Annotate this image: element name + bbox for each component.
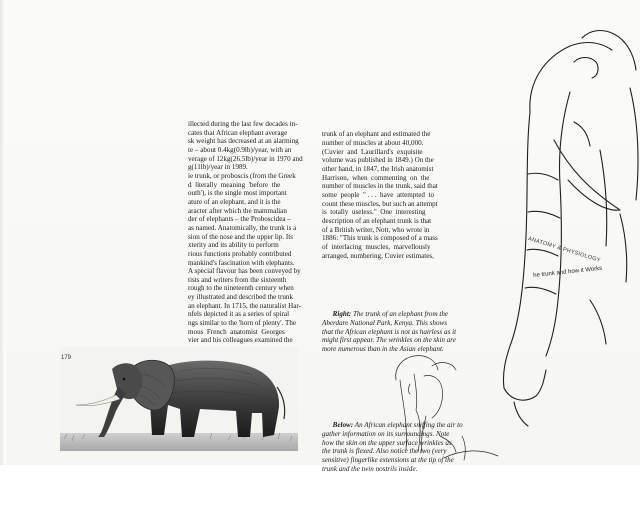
left-column-line: ature of an elephant, and it is the (188, 197, 281, 206)
caption-line: An African elephant sniffing the air to (353, 421, 463, 430)
right-column-line: (Cuvier and Laurillard's exquisite (322, 147, 423, 156)
right-column-line: trunk of an elephant and estimated the (322, 130, 431, 139)
left-column-line: tists and writers from the sixteenth (188, 275, 287, 284)
elephant-photo-image (60, 347, 298, 451)
right-column-line: number of muscles at about 40,000. (322, 138, 424, 147)
left-column-line: cates that African elephant average (188, 128, 288, 137)
right-column-line: of a British writer, Nott, who wrote in (322, 225, 430, 234)
left-column-line: rious functions probably contributed (188, 249, 292, 258)
right-column-line: other hand, in 1847, the Irish anatomist (322, 164, 434, 173)
left-column-line: mous French anatomist Georges (188, 327, 285, 336)
left-column-line: aracter after which the mammalian (188, 206, 287, 215)
caption-line: how the skin on the upper surface wrinkles as (322, 438, 452, 447)
page-edge-shadow (0, 0, 6, 465)
right-column-line: of interlacing muscles, marvellously (322, 242, 431, 251)
right-column-line: some people " . . . have attempted to (322, 190, 435, 199)
sketch-label-trunk: he trunk and how it Works (533, 265, 603, 279)
left-column-line: der of elephants – the Proboscidea – (188, 215, 291, 224)
left-column-line: sion of the nose and the upper lip. Its (188, 232, 294, 241)
right-column-line: number of muscles in the trunk, said that (322, 182, 438, 191)
right-column-line: arranged, numbering, Cuvier estimates, (322, 251, 434, 260)
photo-marker: 179 (61, 355, 72, 361)
left-column-line: A special flavour has been conveyed by (188, 267, 301, 276)
left-column-line: g(11lb)/year in 1989. (188, 163, 248, 172)
pencil-sketch-large-trunk (470, 0, 640, 465)
left-column-line: outh'), is the single most important (188, 189, 287, 198)
right-column-line: is totally useless." One interesting (322, 208, 426, 217)
caption-below-lead: Below: (332, 421, 354, 430)
caption-line: trunk and the twin nostrils inside. (322, 464, 418, 473)
left-column-line: vier and his colleagues examined the (188, 336, 293, 345)
left-column-line: te – about 0.4kg(0.9lb)/year, with an (188, 145, 292, 154)
left-column-line: nfels depicted it as a series of spiral (188, 310, 290, 319)
left-column-line: xterity and its ability to perform (188, 241, 279, 250)
left-column-line: ey illustrated and described the trunk (188, 293, 293, 302)
right-column-line: Harrison, when commenting on the (322, 173, 430, 182)
left-column-line: an elephant. In 1715, the naturalist Har- (188, 301, 301, 310)
left-column-line: mankind's fascination with elephants. (188, 258, 295, 267)
right-column-line: 1886: "This trunk is composed of a mass (322, 234, 438, 243)
left-column-line: as named. Anatomically, the trunk is a (188, 223, 297, 232)
right-column-line: volume was published in 1849.) On the (322, 156, 434, 165)
right-column-line: count these muscles, but such an attempt (322, 199, 438, 208)
caption-line: sensitive) fingerlike extensions at the tip of the (322, 455, 454, 464)
right-column-body (322, 130, 456, 260)
caption-line: gather information on its surroundings. Note (322, 429, 450, 438)
caption-line: Aberdare National Park, Kenya. This shows (322, 319, 447, 328)
caption-line: The trunk of an elephant from the (351, 310, 449, 319)
left-column-line: verage of 12kg(26.5lb)/year in 1970 and (188, 154, 303, 163)
left-column-line: ngs similar to the 'horn of plenty'. The (188, 319, 297, 328)
left-column-line: d literally meaning 'before the (188, 180, 281, 189)
caption-line: that the African elephant is not as hairless as it (322, 327, 457, 336)
left-column-line: rough to the nineteenth century when (188, 284, 294, 293)
elephant-photo (60, 347, 298, 451)
left-column-line: illected during the last few decades in- (188, 120, 298, 128)
caption-line: might first appear. The wrinkles on the skin are (322, 336, 456, 345)
caption-line: the trunk is flexed. Also notice the two (very (322, 447, 447, 456)
sketch-label-anatomy: ANATOMY & PHYSIOLOGY (527, 236, 602, 264)
left-column-line: ie trunk, or proboscis (from the Greek (188, 171, 296, 180)
left-column-line: sk weight has decreased at an alarming (188, 137, 299, 146)
right-column-line: description of an elephant trunk is that (322, 216, 432, 225)
caption-line: more numerous than in the Asian elephant. (322, 345, 444, 354)
caption-right-lead: Right: (332, 310, 352, 319)
